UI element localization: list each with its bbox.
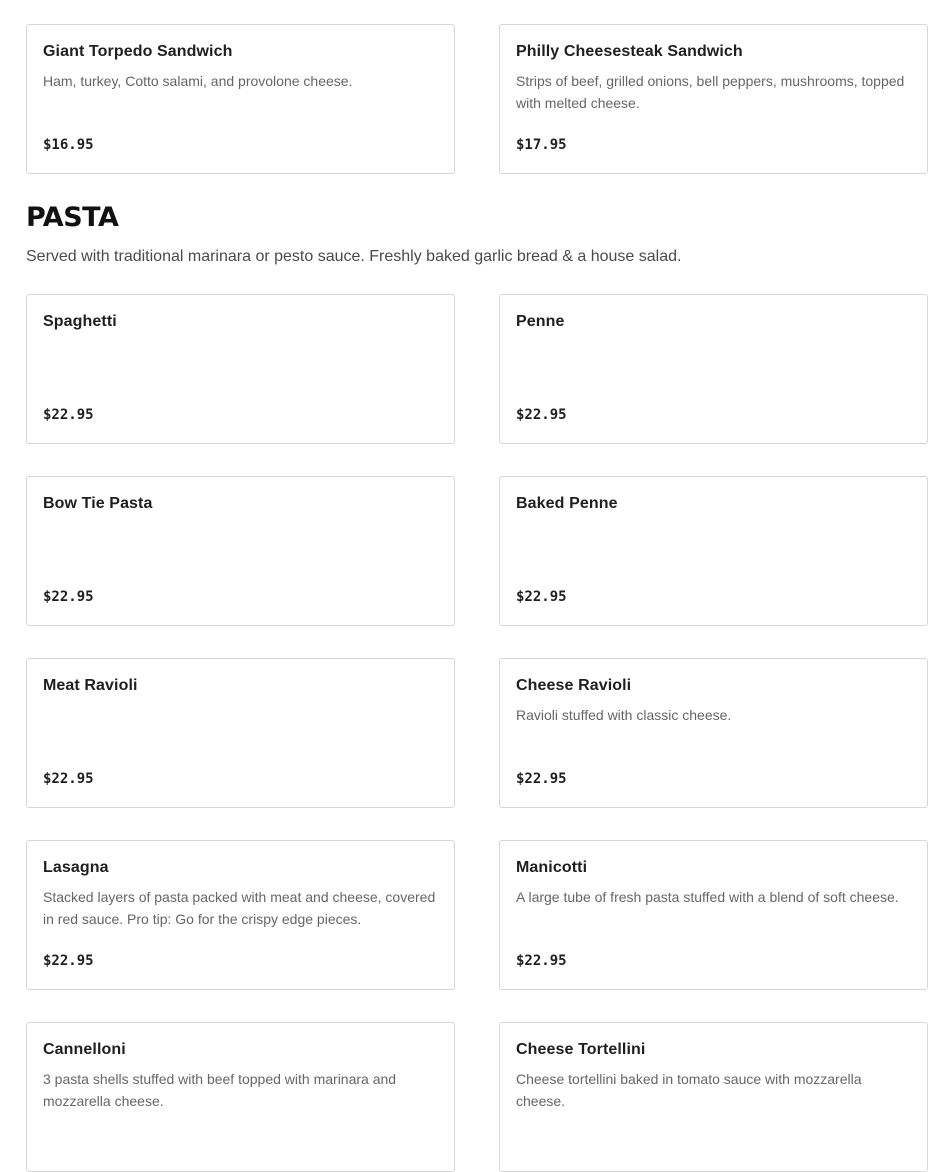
menu-item-name: Penne <box>516 313 565 330</box>
menu-item-card-cheese-tortellini[interactable] <box>499 1022 928 1172</box>
menu-item-name: Meat Ravioli <box>43 677 138 694</box>
menu-item-card-cheese-ravioli[interactable] <box>499 658 928 808</box>
menu-item-description: Ham, turkey, Cotto salami, and provolone cheese. <box>43 73 353 89</box>
menu-item-name: Baked Penne <box>516 495 618 512</box>
menu-item-name: Bow Tie Pasta <box>43 495 153 512</box>
section-title-pasta: PASTA <box>26 202 119 233</box>
menu-item-description: Ravioli stuffed with classic cheese. <box>516 707 732 723</box>
menu-item-description: Stacked layers of pasta packed with meat and cheese, covered in red sauce. Pro tip: Go for the crispy edge pieces. <box>43 889 436 927</box>
menu-item-name: Cheese Tortellini <box>516 1041 646 1058</box>
menu-item-name: Manicotti <box>516 859 588 876</box>
menu-item-card-lasagna[interactable] <box>26 840 455 990</box>
section-subtitle-pasta: Served with traditional marinara or pesto sauce. Freshly baked garlic bread & a house salad. <box>26 248 682 265</box>
menu-item-price: $17.95 <box>516 137 567 153</box>
menu-item-name: Cannelloni <box>43 1041 126 1058</box>
menu-item-price: $16.95 <box>43 137 94 153</box>
menu-item-card-penne[interactable] <box>499 294 928 444</box>
menu-item-price: $22.95 <box>516 771 567 787</box>
menu-item-price: $22.95 <box>43 953 94 969</box>
menu-item-description: 3 pasta shells stuffed with beef topped with marinara and mozzarella cheese. <box>43 1071 397 1109</box>
menu-item-name: Philly Cheesesteak Sandwich <box>516 43 743 60</box>
menu-item-card-baked-penne[interactable] <box>499 476 928 626</box>
menu-item-card-philly-cheesesteak-sandwich[interactable] <box>499 24 928 174</box>
menu-item-card-meat-ravioli[interactable] <box>26 658 455 808</box>
menu-item-card-cannelloni[interactable] <box>26 1022 455 1172</box>
menu-item-price: $22.95 <box>43 407 94 423</box>
menu-item-card-spaghetti[interactable] <box>26 294 455 444</box>
menu-item-price: $22.95 <box>43 771 94 787</box>
menu-item-price: $22.95 <box>516 953 567 969</box>
menu-item-name: Giant Torpedo Sandwich <box>43 43 233 60</box>
menu-item-name: Lasagna <box>43 859 109 876</box>
menu-item-description: A large tube of fresh pasta stuffed with a blend of soft cheese. <box>516 889 899 905</box>
menu-item-card-bow-tie-pasta[interactable] <box>26 476 455 626</box>
menu-item-name: Cheese Ravioli <box>516 677 632 694</box>
menu-item-name: Spaghetti <box>43 313 117 330</box>
menu-item-description: Strips of beef, grilled onions, bell peppers, mushrooms, topped with melted cheese. <box>516 73 905 111</box>
menu-item-card-manicotti[interactable] <box>499 840 928 990</box>
menu-item-price: $22.95 <box>43 589 94 605</box>
menu-item-description: Cheese tortellini baked in tomato sauce with mozzarella cheese. <box>516 1071 862 1109</box>
menu-item-card-giant-torpedo-sandwich[interactable] <box>26 24 455 174</box>
menu-item-price: $22.95 <box>516 407 567 423</box>
menu-item-price: $22.95 <box>516 589 567 605</box>
